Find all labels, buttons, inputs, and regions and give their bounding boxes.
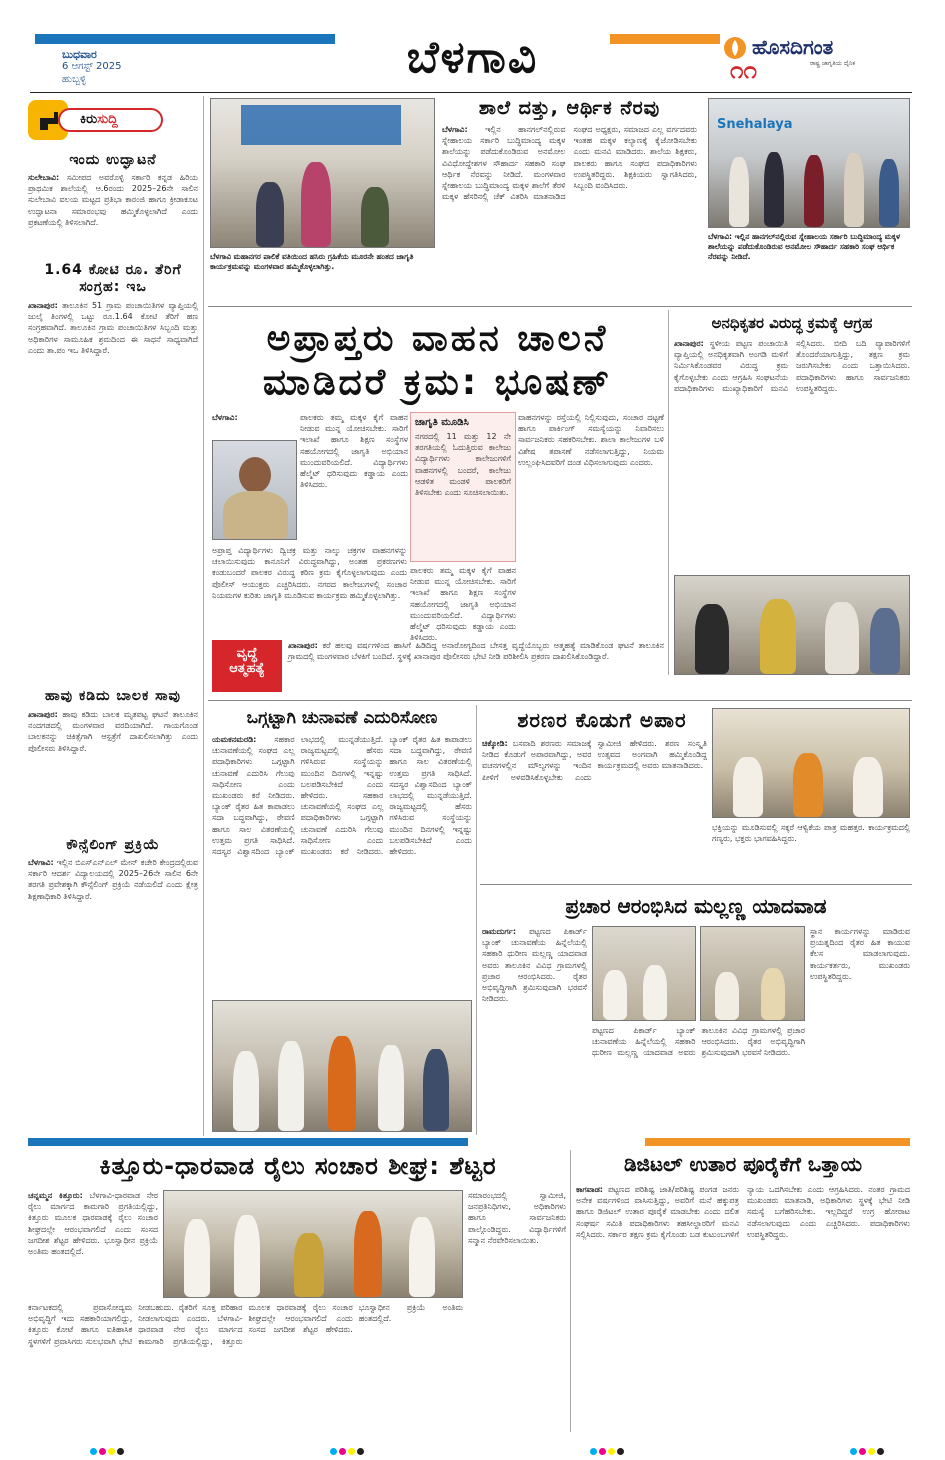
campaign-text-right: ಸ್ಥಾನ ಕಾರ್ಯಗಳನ್ನು ಮಾಡಿರುವ ಪ್ರಯತ್ನದಿಂದ ರೈತರ ಹಿತ ಕಾಯುವ ಕೆಲಸ ಮಾಡಲಾಗುವುದು. ಕಾರ್ಯಕರ್ತರು, ಮುಖಂಡರು ಉಪಸ್ಥಿತರಿದ್ದರು.	[810, 927, 910, 981]
election-text-cont: ಸಹಕಾರ ಚುನಾವಣೆಯಲ್ಲಿ ಸಂಘದ ಎಲ್ಲ ಪದಾಧಿಕಾರಿಗಳು ಒಗ್ಗಟ್ಟಾಗಿ ಚುನಾವಣೆ ಎದುರಿಸಿ ಗೆಲುವು ಸಾಧಿಸೋಣ ಎಂದು ಮುಖಂಡರು ಕರೆ ನೀಡಿದರು. ಬ್ಯಾಂಕ್ ರೈತರ ಹಿತ ಕಾಪಾಡಲು ಸದಾ ಬದ್ಧವಾಗಿದ್ದು, ಠೇವಣಿ ಹಾಗೂ ಸಾಲ ವಿತರಣೆಯಲ್ಲಿ ಉತ್ತಮ ಪ್ರಗತಿ ಸಾಧಿಸಿದೆ. ಸದಸ್ಯರ ವಿಶ್ವಾಸದಿಂದ ಬ್ಯಾಂಕ್ ಲಾಭದಲ್ಲಿ ಮುನ್ನಡೆಯುತ್ತಿದೆ. ರಾಜ್ಯಮಟ್ಟದಲ್ಲಿ ಹೆಸರು ಗಳಿಸಿರುವ ಸಂಸ್ಥೆಯನ್ನು ಮುಂದಿನ ದಿನಗಳಲ್ಲಿ ಇನ್ನಷ್ಟು ಬಲಪಡಿಸಬೇಕಿದೆ ಎಂದು ಹೇಳಿದರು.	[300, 735, 472, 857]
awareness-box-text: ನಗರದಲ್ಲಿ 11 ಮತ್ತು 12 ನೇ ತರಗತಿಯಲ್ಲಿ ಓದುತ್ತಿರುವ ಕಾಲೇಜು ವಿದ್ಯಾರ್ಥಿಗಳು ಕಾಲೇಜುಗಳಿಗೆ ವಾಹನಗಳಲ್ಲಿ ಬಂದರೆ, ಕಾಲೇಜು ಆಡಳಿತ ಮಂಡಳಿ ಪಾಲಕರಿಗೆ ತಿಳಿಸಬೇಕು ಎಂದು ಸೂಚಿಸಲಾಯಿತು.	[415, 432, 511, 498]
brief-item	[28, 262, 198, 680]
brief-dateline: ಸುಲೇಬಾವಿ:	[28, 173, 60, 182]
photo-commissioner	[212, 440, 297, 540]
person-figure	[354, 1211, 382, 1297]
brief-text: ಹಾವು ಕಡಿದು ಬಾಲಕ ಮೃತಪಟ್ಟ ಘಟನೆ ತಾಲೂಕಿನ ನಂದಗಡದಲ್ಲಿ ಮಂಗಳವಾರ ವರದಿಯಾಗಿದೆ. ಗಾಯಗೊಂಡ ಬಾಲಕನನ್ನು ಚಿಕಿತ್ಸೆಗಾಗಿ ಆಸ್ಪತ್ರೆಗೆ ದಾಖಲಿಸಲಾಗಿತ್ತು ಎಂದು ಪೊಲೀಸರು ತಿಳಿಸಿದ್ದಾರೆ.	[28, 710, 198, 753]
person-figure	[234, 1215, 260, 1297]
person-figure	[294, 1233, 324, 1297]
person-figure	[328, 1036, 356, 1131]
sharana-headline: ಶರಣರ ಕೊಡುಗೆ ಅಪಾರ	[517, 708, 687, 732]
paper-name: ಹೊಸದಿಗಂತ	[752, 35, 834, 59]
person-figure	[870, 608, 900, 674]
election-dateline: ಯಮಕನಮರಡಿ:	[212, 735, 257, 744]
campaign-dateline: ರಾಮದುರ್ಗ:	[482, 927, 517, 936]
unauthorized-headline: ಅನಧಿಕೃತರ ವಿರುದ್ಧ ಕ್ರಮಕ್ಕೆ ಆಗ್ರಹ	[711, 314, 873, 332]
lead-headline-line1: ಅಪ್ರಾಪ್ತರು ವಾಹನ ಚಾಲನೆ	[266, 318, 609, 359]
campaign-body-mid	[592, 1025, 805, 1133]
cmyk-dot	[90, 1448, 97, 1455]
brief-item	[28, 688, 198, 829]
lead-body-col1b	[300, 412, 408, 542]
person-figure	[603, 970, 627, 1020]
person-figure	[256, 182, 284, 247]
person-figure	[715, 972, 739, 1020]
brand-b: ಸುದ್ದಿ	[97, 112, 118, 127]
cmyk-dot	[357, 1448, 364, 1455]
masthead-blue-bar	[35, 34, 335, 44]
section-title: ಬೆಳಗಾವಿ	[406, 32, 539, 83]
photo-green-awareness	[210, 98, 435, 248]
rail-body-a	[28, 1190, 158, 1295]
row-divider	[208, 306, 912, 307]
suicide-dateline: ಖಾನಾಪುರ:	[288, 641, 318, 650]
cmyk-dot	[608, 1448, 615, 1455]
photo-campaign-b	[700, 926, 805, 1021]
cmyk-dot	[339, 1448, 346, 1455]
photo-rail	[163, 1190, 463, 1298]
lead-text: ಅಪ್ರಾಪ್ತ ವಿದ್ಯಾರ್ಥಿಗಳು ದ್ವಿಚಕ್ರ ಮತ್ತು ನಾಲ್ಕು ಚಕ್ರಗಳ ವಾಹನಗಳನ್ನು ಚಲಾಯಿಸುವುದು ಕಾನೂನಿಗೆ ವಿರುದ್ಧವಾಗಿದ್ದು, ಅಂತಹ ಪ್ರಕರಣಗಳು ಕಂಡುಬಂದರೆ ಪಾಲಕರ ವಿರುದ್ಧ ಕಠಿಣ ಕ್ರಮ ಕೈಗೊಳ್ಳಲಾಗುವುದು ಎಂದು ಪೊಲೀಸ್ ಆಯುಕ್ತರು ಎಚ್ಚರಿಸಿದರು. ನಗರದ ಕಾಲೇಜುಗಳಲ್ಲಿ ಸಂಚಾರ ನಿಯಮಗಳ ಕುರಿತು ಜಾಗೃತಿ ಮೂಡಿಸುವ ಕಾರ್ಯಕ್ರಮ ಹಮ್ಮಿಕೊಳ್ಳಲಾಗಿತ್ತು.	[212, 546, 407, 600]
campaign-body	[482, 926, 587, 1132]
lead-text-3b: ಪಾಲಕರು ತಮ್ಮ ಮಕ್ಕಳ ಕೈಗೆ ವಾಹನ ನೀಡುವ ಮುನ್ನ ಯೋಚಿಸಬೇಕು. ಸಾರಿಗೆ ಇಲಾಖೆ ಹಾಗೂ ಶಿಕ್ಷಣ ಸಂಸ್ಥೆಗಳ ಸಹಯೋಗದಲ್ಲಿ ಜಾಗೃತಿ ಅಭಿಯಾನ ಮುಂದುವರಿಯಲಿದೆ. ವಿದ್ಯಾರ್ಥಿಗಳು ಹೆಲ್ಮೆಟ್ ಧರಿಸುವುದು ಕಡ್ಡಾಯ ಎಂದು ತಿಳಿಸಿದರು.	[410, 566, 516, 643]
lead-text-2: ವಾಹನಗಳನ್ನು ರಸ್ತೆಯಲ್ಲಿ ನಿಲ್ಲಿಸುವುದು, ಸಂಚಾರ ದಟ್ಟಣೆ ಹಾಗೂ ಪಾರ್ಕಿಂಗ್ ಸಮಸ್ಯೆಯನ್ನು ನಿವಾರಿಸಲು ಸಾರ್ವಜನಿಕರು ಸಹಕರಿಸಬೇಕು. ಶಾಲಾ ಕಾಲೇಜುಗಳ ಬಳಿ ವಿಶೇಷ ತಪಾಸಣೆ ನಡೆಸಲಾಗುತ್ತಿದ್ದು, ನಿಯಮ ಉಲ್ಲಂಘಿಸಿದವರಿಗೆ ದಂಡ ವಿಧಿಸಲಾಗುವುದು ಎಂದರು.	[518, 413, 664, 467]
brand-a: ಕಿರು	[80, 112, 98, 127]
person-figure	[804, 155, 824, 227]
digital-dateline: ಕಾಗವಾಡ:	[576, 1185, 604, 1194]
election-body	[212, 734, 472, 996]
person-figure	[764, 152, 784, 227]
cmyk-dot	[99, 1448, 106, 1455]
kirusuddi-column	[28, 96, 198, 1136]
digital-text-2: ನಂತರ ಗ್ರಾಮದ ಮುಖಂಡರು ಮಾತನಾಡಿ, ಅಧಿಕಾರಿಗಳು ಸ್ಥಳಕ್ಕೆ ಭೇಟಿ ನೀಡಿ ಸಮಸ್ಯೆ ಬಗೆಹರಿಸಬೇಕು. ಇಲ್ಲದಿದ್ದರೆ ಉಗ್ರ ಹೋರಾಟ ನಡೆಸಲಾಗುವುದು ಎಂದು ಎಚ್ಚರಿಸಿದರು. ಪದಾಧಿಕಾರಿಗಳು ಉಪಸ್ಥಿತರಿದ್ದರು.	[747, 1185, 910, 1239]
sharana-text: ಬಸವಾದಿ ಶರಣರು ಸಮಾಜಕ್ಕೆ ನೀಡಿದ ಕೊಡುಗೆ ಅಪಾರವಾಗಿದ್ದು, ಅವರ ವಚನಗಳಲ್ಲಿನ ಮೌಲ್ಯಗಳನ್ನು ಇಂದಿನ ಪೀಳಿಗೆ ಅಳವಡಿಸಿಕೊಳ್ಳಬೇಕು ಎಂದು ಸ್ವಾಮೀಜಿ ಹೇಳಿದರು. ಶರಣ ಸಂಸ್ಕೃತಿ ಉತ್ಸವದ ಅಂಗವಾಗಿ ಹಮ್ಮಿಕೊಂಡಿದ್ದ ಕಾರ್ಯಕ್ರಮದಲ್ಲಿ ಅವರು ಮಾತನಾಡಿದರು.	[482, 739, 707, 782]
bottom-blue-bar	[28, 1138, 468, 1146]
person-head	[239, 457, 271, 493]
rail-body-c	[468, 1190, 566, 1430]
campaign-headline: ಪ್ರಚಾರ ಆರಂಭಿಸಿದ ಮಲ್ಲಣ್ಣ ಯಾದವಾಡ	[565, 894, 827, 918]
photo-caption: ಬೆಳಗಾವಿ: ಇಲ್ಲಿನ ಹಾನಗಲ್‌ನಲ್ಲಿರುವ ಸ್ನೇಹಾಲಯ ಸರ್ಕಾರಿ ಬುದ್ಧಿಮಾಂದ್ಯ ಮಕ್ಕಳ ಶಾಲೆಯನ್ನು ಪಡೆದುಕೊಂಡಿರುವ ಅನಮೋಲ ಸೌಹಾರ್ದ ಸಹಕಾರಿ ಸಂಘ ಆರ್ಥಿಕ ನೆರವನ್ನು ನೀಡಿದೆ.	[708, 232, 901, 261]
person-figure	[278, 1041, 304, 1131]
school-dateline: ಬೆಳಗಾವಿ:	[442, 125, 468, 134]
photo-memorandum	[674, 575, 910, 675]
photo-caption: ಬೆಳಗಾವಿ ಮಹಾನಗರ ಪಾಲಿಕೆ ವತಿಯಿಂದ ಹಸಿರು ಗ್ರಹಿಕೆಯ ಮೂರನೇ ಹಂತದ ಜಾಗೃತಿ ಕಾರ್ಯಕ್ರಮವನ್ನು ಮಂಗಳವಾರ ಹಮ್ಮಿಕೊಳ್ಳಲಾಗಿತ್ತು.	[210, 252, 414, 271]
masthead-rule	[30, 92, 912, 93]
awareness-box-title: ಜಾಗೃತಿ ಮೂಡಿಸಿ	[415, 417, 469, 428]
person-figure	[825, 602, 859, 674]
brief-item	[28, 152, 198, 254]
stage-banner	[241, 105, 401, 145]
photo-election	[212, 1000, 472, 1132]
brief-dateline: ಬೆಳಗಾವಿ:	[28, 858, 54, 867]
registration-marks	[90, 1440, 126, 1459]
person-figure	[760, 599, 796, 674]
row-divider	[208, 700, 912, 701]
suicide-body	[288, 640, 664, 692]
awareness-box	[410, 412, 516, 562]
cmyk-dot	[877, 1448, 884, 1455]
school-body	[442, 124, 697, 300]
cmyk-dot	[617, 1448, 624, 1455]
cmyk-dot	[590, 1448, 597, 1455]
person-figure	[761, 968, 785, 1020]
suicide-tag	[212, 640, 282, 692]
lead-body-bottom	[410, 565, 516, 643]
person-figure	[729, 157, 749, 227]
photo-campaign-a	[592, 926, 696, 1021]
brief-text: ಇಲ್ಲಿನ ಬಿಎಸ್ಎನ್ಎಲ್ ಮೇನ್ ಕಚೇರಿ ಕೇಂದ್ರದಲ್ಲಿರುವ ಸರ್ಕಾರಿ ಆದರ್ಶ ವಿದ್ಯಾಲಯದಲ್ಲಿ 2025–26ನೇ ಸಾಲಿನ 6ನೇ ತರಗತಿ ಪ್ರವೇಶಕ್ಕಾಗಿ ಕೌನ್ಸೆಲಿಂಗ್ ಪ್ರಕ್ರಿಯೆ ನಡೆಯಲಿದೆ ಎಂದು ಕ್ಷೇತ್ರ ಶಿಕ್ಷಣಾಧಿಕಾರಿ ತಿಳಿಸಿದ್ದಾರೆ.	[28, 858, 199, 901]
sharana-text-right: ಭಕ್ತಿಯನ್ನು ಮೂಡಿಸುವಲ್ಲಿ ಸಕ್ಕರೆ ಆಳ್ವಿಕೆಯ ಪಾತ್ರ ಮಹತ್ತರ. ಕಾರ್ಯಕ್ರಮದಲ್ಲಿ ಗಣ್ಯರು, ಭಕ್ತರು ಭಾಗವಹಿಸಿದ್ದರು.	[712, 823, 910, 844]
row-divider	[480, 884, 912, 885]
rail-dateline: ಚನ್ನಮ್ಮನ ಕಿತ್ತೂರು:	[28, 1191, 83, 1200]
person-figure	[184, 1219, 210, 1297]
paper-tagline: ರಾಷ್ಟ್ರ ಜಾಗೃತಿಯ ದೈನಿಕ	[810, 60, 856, 67]
brief-headline: ಇಂದು ಉದ್ಘಾಟನೆ	[69, 152, 157, 168]
lead-dateline: ಬೆಳಗಾವಿ:	[212, 413, 238, 422]
kirusuddi-brand	[28, 96, 198, 146]
lead-text-3: ಪಾಲಕರು ತಮ್ಮ ಮಕ್ಕಳ ಕೈಗೆ ವಾಹನ ನೀಡುವ ಮುನ್ನ ಯೋಚಿಸಬೇಕು. ಸಾರಿಗೆ ಇಲಾಖೆ ಹಾಗೂ ಶಿಕ್ಷಣ ಸಂಸ್ಥೆಗಳ ಸಹಯೋಗದಲ್ಲಿ ಜಾಗೃತಿ ಅಭಿಯಾನ ಮುಂದುವರಿಯಲಿದೆ. ವಿದ್ಯಾರ್ಥಿಗಳು ಹೆಲ್ಮೆಟ್ ಧರಿಸುವುದು ಕಡ್ಡಾಯ ಎಂದು ತಿಳಿಸಿದರು.	[300, 413, 408, 490]
brief-body	[28, 172, 198, 254]
kirusuddi-pill	[58, 108, 163, 132]
registration-marks	[850, 1440, 886, 1459]
campaign-text: ಪಟ್ಟಣದ ಪಿಕಾರ್ಡ್ ಬ್ಯಾಂಕ್ ಚುನಾವಣೆಯ ಹಿನ್ನೆಲೆಯಲ್ಲಿ ಸಹಕಾರಿ ಧುರೀಣ ಮಲ್ಲಣ್ಣ ಯಾದವಾಡ ಅವರು ತಾಲೂಕಿನ ವಿವಿಧ ಗ್ರಾಮಗಳಲ್ಲಿ ಪ್ರಚಾರ ಆರಂಭಿಸಿದರು. ರೈತರ ಅಭಿವೃದ್ಧಿಗಾಗಿ ಶ್ರಮಿಸುವುದಾಗಿ ಭರವಸೆ ನೀಡಿದರು.	[482, 927, 587, 1004]
column-divider	[203, 96, 204, 1136]
cmyk-dot	[868, 1448, 875, 1455]
brief-dateline: ಖಾನಾಪುರ:	[28, 301, 58, 310]
person-figure	[409, 1217, 435, 1297]
snehalaya-sign: Snehalaya	[717, 117, 793, 132]
brief-text: ತಾಲೂಕಿನ 51 ಗ್ರಾಮ ಪಂಚಾಯಿತಿಗಳ ವ್ಯಾಪ್ತಿಯಲ್ಲಿ ಜುಲೈ ತಿಂಗಳಲ್ಲಿ ಒಟ್ಟು ರೂ.1.64 ಕೋಟಿ ತೆರಿಗೆ ಹಣ ಸಂಗ್ರಹವಾಗಿದೆ. ತಾಲೂಕಿನ ಗ್ರಾಮ ಪಂಚಾಯಿತಿಗಳ ಸಿಬ್ಬಂದಿ ಮತ್ತು ಅಧಿಕಾರಿಗಳ ಸಾಮೂಹಿಕ ಶ್ರಮದಿಂದ ಈ ಸಾಧನೆ ಸಾಧ್ಯವಾಗಿದೆ ಎಂದು ತಾ.ಪಂ ಇಒ ತಿಳಿಸಿದ್ದಾರೆ.	[28, 301, 198, 355]
unauthorized-dateline: ಖಾನಾಪುರ:	[674, 339, 704, 348]
lead-body-col1	[212, 412, 302, 440]
rail-headline: ಕಿತ್ತೂರು-ಧಾರವಾಡ ರೈಲು ಸಂಚಾರ ಶೀಘ್ರ: ಶೆಟ್ಟರ	[99, 1152, 497, 1180]
lead-headline-line2: ಮಾಡಿದರೆ ಕ್ರಮ: ಭೂಷಣ್	[262, 362, 613, 403]
column-divider	[476, 705, 477, 1135]
person-figure	[793, 753, 823, 817]
sharana-body-right	[712, 822, 910, 878]
brief-dateline: ಖಾನಾಪುರ:	[28, 710, 58, 719]
column-divider	[570, 1150, 571, 1432]
digital-text: ಪಟ್ಟಣದ ಪರಿಶಿಷ್ಟ ಜಾತಿ/ಪರಿಶಿಷ್ಟ ಪಂಗಡ ಜನರು ಅನೇಕ ವರ್ಷಗಳಿಂದ ವಾಸಿಸುತ್ತಿದ್ದು, ಅವರಿಗೆ ಮನೆ ಹಕ್ಕುಪತ್ರ ಹಾಗೂ ಡಿಜಿಟಲ್ ಉತಾರ ಪೂರೈಕೆ ಮಾಡಬೇಕು ಎಂದು ದಲಿತ ಸಂಘರ್ಷ ಸಮಿತಿ ಪದಾಧಿಕಾರಿಗಳು ತಹಸೀಲ್ದಾರರಿಗೆ ಮನವಿ ಸಲ್ಲಿಸಿದರು. ಸರ್ಕಾರ ತಕ್ಷಣ ಕ್ರಮ ಕೈಗೊಂಡು ಬಡ ಕುಟುಂಬಗಳಿಗೆ ನ್ಯಾಯ ಒದಗಿಸಬೇಕು ಎಂದು ಆಗ್ರಹಿಸಿದರು.	[576, 1185, 864, 1239]
unauthorized-body	[674, 338, 910, 570]
brief-headline: ಹಾವು ಕಡಿದು ಬಾಲಕ ಸಾವು	[45, 688, 181, 704]
sharana-body	[482, 738, 707, 878]
masthead-orange-bar	[610, 34, 720, 44]
brief-body	[28, 709, 198, 829]
cmyk-dot	[348, 1448, 355, 1455]
person-figure	[844, 153, 864, 227]
masthead	[0, 0, 945, 90]
cmyk-dot	[330, 1448, 337, 1455]
person-figure	[879, 159, 899, 227]
brief-body	[28, 300, 198, 680]
rail-body-b	[28, 1302, 463, 1430]
person-figure	[853, 757, 883, 817]
person-figure	[423, 1049, 449, 1131]
photo-snehalaya	[708, 98, 910, 228]
person-figure	[223, 491, 288, 539]
brief-text: ಸಮೀಪದ ಅವರೊಳ್ಳಿ ಸರ್ಕಾರಿ ಕನ್ನಡ ಹಿರಿಯ ಪ್ರಾಥಮಿಕ ಶಾಲೆಯಲ್ಲಿ ಆ.6ರಂದು 2025–26ನೇ ಸಾಲಿನ ಸುಲೇಬಾವಿ ವಲಯ ಮಟ್ಟದ ಪ್ರತಿಭಾ ಕಾರಂಜಿ ಹಾಗೂ ಕ್ರೀಡಾಕೂಟ ಉದ್ಘಾಟನಾ ಸಮಾರಂಭವು ಹಮ್ಮಿಕೊಳ್ಳಲಾಗಿದೆ ಎಂದು ಪ್ರಕಟಣೆಯಲ್ಲಿ ತಿಳಿಸಲಾಗಿದೆ.	[28, 173, 198, 227]
issue-day: ಬುಧವಾರ	[62, 48, 97, 61]
cmyk-dot	[850, 1448, 857, 1455]
rail-text-cont: ಬೆಳಗಾವಿ-ಧಾರವಾಡ ನೇರ ರೈಲು ಮಾರ್ಗದ ಕಾಮಗಾರಿ ಪ್ರಗತಿಯಲ್ಲಿದ್ದು, ಕಿತ್ತೂರು ಮೂಲಕ ಧಾರವಾಡಕ್ಕೆ ರೈಲು ಸಂಚಾರ ಶೀಘ್ರದಲ್ಲೇ ಆರಂಭವಾಗಲಿದೆ ಎಂದು ಸಂಸದ ಜಗದೀಶ ಶೆಟ್ಟರ ಹೇಳಿದರು. ಭೂಸ್ವಾಧೀನ ಪ್ರಕ್ರಿಯೆ ಅಂತಿಮ ಹಂತದಲ್ಲಿದೆ.	[138, 1303, 463, 1346]
cmyk-dot	[117, 1448, 124, 1455]
issue-date: 6 ಆಗಸ್ಟ್ 2025	[62, 61, 122, 72]
school-text: ಇಲ್ಲಿನ ಹಾನಗಲ್‌ನಲ್ಲಿರುವ ಸ್ನೇಹಾಲಯ ಸರ್ಕಾರಿ ಬುದ್ಧಿಮಾಂದ್ಯ ಮಕ್ಕಳ ಶಾಲೆಯನ್ನು ಪಡೆದುಕೊಂಡಿರುವ ಅನಮೋಲ ವಿವಿಧೋದ್ದೇಶಗಳ ಸೌಹಾರ್ದ ಸಹಕಾರಿ ಸಂಘ ಆರ್ಥಿಕ ನೆರವನ್ನು ನೀಡಿದೆ. ಮಂಗಳವಾರ ಸ್ನೇಹಾಲಯ ಬುದ್ಧಿಮಾಂದ್ಯ ಮಕ್ಕಳ ಶಾಲೆಗೆ ತೆರಳಿ ಮಕ್ಕಳ ಹೆಸರಿನಲ್ಲಿ ಚೆಕ್ ವಿತರಿಸಿ ಮಾತನಾಡಿದ ಸಂಘದ ಅಧ್ಯಕ್ಷರು, ಸಮಾಜದ ಎಲ್ಲ ವರ್ಗದವರು ಇಂತಹ ಮಕ್ಕಳ ಕಲ್ಯಾಣಕ್ಕೆ ಕೈಜೋಡಿಸಬೇಕು ಎಂದು ಮನವಿ ಮಾಡಿದರು. ಶಾಲೆಯ ಶಿಕ್ಷಕರು, ಪಾಲಕರು ಹಾಗೂ ಸಂಘದ ಪದಾಧಿಕಾರಿಗಳು ಉಪಸ್ಥಿತರಿದ್ದರು. ಶಿಕ್ಷಕಿಯರು ಸ್ವಾಗತಿಸಿದರು, ಸಿಬ್ಬಂದಿ ವಂದಿಸಿದರು.	[442, 125, 697, 202]
person-figure	[695, 604, 729, 674]
cmyk-dot	[859, 1448, 866, 1455]
digital-headline: ಡಿಜಿಟಲ್ ಉತಾರ ಪೂರೈಕೆಗೆ ಒತ್ತಾಯ	[623, 1152, 863, 1176]
cmyk-dot	[599, 1448, 606, 1455]
election-text: ಸಹಕಾರ ಚುನಾವಣೆಯಲ್ಲಿ ಸಂಘದ ಎಲ್ಲ ಪದಾಧಿಕಾರಿಗಳು ಒಗ್ಗಟ್ಟಾಗಿ ಚುನಾವಣೆ ಎದುರಿಸಿ ಗೆಲುವು ಸಾಧಿಸೋಣ ಎಂದು ಮುಖಂಡರು ಕರೆ ನೀಡಿದರು. ಬ್ಯಾಂಕ್ ರೈತರ ಹಿತ ಕಾಪಾಡಲು ಸದಾ ಬದ್ಧವಾಗಿದ್ದು, ಠೇವಣಿ ಹಾಗೂ ಸಾಲ ವಿತರಣೆಯಲ್ಲಿ ಉತ್ತಮ ಪ್ರಗತಿ ಸಾಧಿಸಿದೆ. ಸದಸ್ಯರ ವಿಶ್ವಾಸದಿಂದ ಬ್ಯಾಂಕ್ ಲಾಭದಲ್ಲಿ ಮುನ್ನಡೆಯುತ್ತಿದೆ. ರಾಜ್ಯಮಟ್ಟದಲ್ಲಿ ಹೆಸರು ಗಳಿಸಿರುವ ಸಂಸ್ಥೆಯನ್ನು ಮುಂದಿನ ದಿನಗಳಲ್ಲಿ ಇನ್ನಷ್ಟು ಬಲಪಡಿಸಬೇಕಿದೆ ಎಂದು ಹೇಳಿದರು.	[212, 735, 384, 857]
unauthorized-text: ಸ್ಥಳೀಯ ಪಟ್ಟಣ ಪಂಚಾಯಿತಿ ವ್ಯಾಪ್ತಿಯಲ್ಲಿ ಅನಧಿಕೃತವಾಗಿ ಅಂಗಡಿ ಮಳಿಗೆ ನಿರ್ಮಿಸಿಕೊಂಡವರ ವಿರುದ್ಧ ಕ್ರಮ ಕೈಗೊಳ್ಳಬೇಕು ಎಂದು ಆಗ್ರಹಿಸಿ ಸಂಘಟನೆಯ ಪದಾಧಿಕಾರಿಗಳು ಮುಖ್ಯಾಧಿಕಾರಿಗೆ ಮನವಿ ಸಲ್ಲಿಸಿದರು. ಬೀದಿ ಬದಿ ವ್ಯಾಪಾರಿಗಳಿಗೆ ತೊಂದರೆಯಾಗುತ್ತಿದ್ದು, ತಕ್ಷಣ ಕ್ರಮ ಜರುಗಿಸಬೇಕು ಎಂದು ಒತ್ತಾಯಿಸಿದರು. ಪದಾಧಿಕಾರಿಗಳು ಹಾಗೂ ಸಾರ್ವಜನಿಕರು ಉಪಸ್ಥಿತರಿದ್ದರು.	[674, 339, 910, 393]
brief-headline: 1.64 ಕೋಟಿ ರೂ. ತೆರಿಗೆ ಸಂಗ್ರಹ: ಇಒ	[44, 262, 182, 295]
school-headline: ಶಾಲೆ ದತ್ತು, ಆರ್ಥಿಕ ನೆರವು	[478, 97, 661, 119]
column-divider	[668, 310, 669, 675]
election-headline: ಒಗ್ಗಟ್ಟಾಗಿ ಚುನಾವಣೆ ಎದುರಿಸೋಣ	[246, 708, 438, 728]
rail-text: ಬೆಳಗಾವಿ-ಧಾರವಾಡ ನೇರ ರೈಲು ಮಾರ್ಗದ ಕಾಮಗಾರಿ ಪ್ರಗತಿಯಲ್ಲಿದ್ದು, ಕಿತ್ತೂರು ಮೂಲಕ ಧಾರವಾಡಕ್ಕೆ ರೈಲು ಸಂಚಾರ ಶೀಘ್ರದಲ್ಲೇ ಆರಂಭವಾಗಲಿದೆ ಎಂದು ಸಂಸದ ಜಗದೀಶ ಶೆಟ್ಟರ ಹೇಳಿದರು. ಭೂಸ್ವಾಧೀನ ಪ್ರಕ್ರಿಯೆ ಅಂತಿಮ ಹಂತದಲ್ಲಿದೆ.	[28, 1191, 158, 1257]
suicide-text: ಕರೆ ಹಲವು ವರ್ಷಗಳಿಂದ ಹಾಸಿಗೆ ಹಿಡಿದಿದ್ದ ಅನಾರೋಗ್ಯದಿಂದ ಬೇಸತ್ತ ವೃದ್ಧೆಯೊಬ್ಬರು ಆತ್ಮಹತ್ಯೆ ಮಾಡಿಕೊಂಡ ಘಟನೆ ತಾಲೂಕಿನ ಗ್ರಾಮದಲ್ಲಿ ಮಂಗಳವಾರ ಬೆಳಕಿಗೆ ಬಂದಿದೆ. ಸ್ಥಳಕ್ಕೆ ಖಾನಾಪುರ ಪೊಲೀಸರು ಭೇಟಿ ನೀಡಿ ಪರಿಶೀಲಿಸಿ ಪ್ರಕರಣ ದಾಖಲಿಸಿಕೊಂಡಿದ್ದಾರೆ.	[288, 641, 664, 662]
person-figure	[378, 1045, 404, 1131]
suicide-tag-line2: ಆತ್ಮಹತ್ಯೆ	[229, 661, 265, 676]
person-figure	[733, 757, 763, 817]
brief-item	[28, 837, 198, 1077]
campaign-body-right	[810, 926, 910, 1132]
suicide-tag-line1: ವೃದ್ಧೆ	[236, 646, 258, 661]
page-number: ೧೧	[730, 56, 757, 84]
rail-text-2: ಕರ್ನಾಟಕದಲ್ಲಿ ಪ್ರವಾಸೋದ್ಯಮ ಅಭಿವೃದ್ಧಿಗೆ ಇದು ಸಹಕಾರಿಯಾಗಲಿದ್ದು, ಕಿತ್ತೂರು ಕೋಟೆ ಹಾಗೂ ಐತಿಹಾಸಿಕ ಸ್ಥಳಗಳಿಗೆ ಪ್ರವಾಸಿಗರು ಸುಲಭವಾಗಿ ಭೇಟಿ ನೀಡಬಹುದು. ರೈತರಿಗೆ ಸೂಕ್ತ ಪರಿಹಾರ ನೀಡಲಾಗುವುದು ಎಂದರು.	[28, 1303, 243, 1346]
registration-marks	[590, 1440, 626, 1459]
photo-sharana	[712, 708, 910, 818]
brief-body	[28, 857, 198, 1077]
person-figure	[301, 162, 331, 247]
person-figure	[233, 1051, 259, 1131]
lead-body-right	[518, 412, 664, 632]
person-figure	[643, 965, 667, 1020]
registration-marks	[330, 1440, 366, 1459]
brief-headline: ಕೌನ್ಸೆಲಿಂಗ್ ಪ್ರಕ್ರಿಯೆ	[66, 837, 160, 853]
campaign-text-cont: ಪಟ್ಟಣದ ಪಿಕಾರ್ಡ್ ಬ್ಯಾಂಕ್ ಚುನಾವಣೆಯ ಹಿನ್ನೆಲೆಯಲ್ಲಿ ಸಹಕಾರಿ ಧುರೀಣ ಮಲ್ಲಣ್ಣ ಯಾದವಾಡ ಅವರು ತಾಲೂಕಿನ ವಿವಿಧ ಗ್ರಾಮಗಳಲ್ಲಿ ಪ್ರಚಾರ ಆರಂಭಿಸಿದರು. ರೈತರ ಅಭಿವೃದ್ಧಿಗಾಗಿ ಶ್ರಮಿಸುವುದಾಗಿ ಭರವಸೆ ನೀಡಿದರು.	[592, 1026, 805, 1058]
cmyk-dot	[108, 1448, 115, 1455]
bottom-orange-bar	[645, 1138, 910, 1146]
issue-city: ಹುಬ್ಬಳ್ಳಿ	[62, 74, 87, 85]
rail-text-3: ಸಮಾರಂಭದಲ್ಲಿ ಸ್ವಾಮೀಜಿ, ಜನಪ್ರತಿನಿಧಿಗಳು, ಅಧಿಕಾರಿಗಳು ಹಾಗೂ ಸಾರ್ವಜನಿಕರು ಪಾಲ್ಗೊಂಡಿದ್ದರು. ವಿದ್ಯಾರ್ಥಿಗಳಿಗೆ ಸನ್ಮಾನ ನೆರವೇರಿಸಲಾಯಿತು.	[468, 1191, 566, 1245]
digital-body	[576, 1184, 910, 1430]
sharana-dateline: ಚಿಕ್ಕೋಡಿ:	[482, 739, 508, 748]
person-figure	[361, 187, 389, 247]
